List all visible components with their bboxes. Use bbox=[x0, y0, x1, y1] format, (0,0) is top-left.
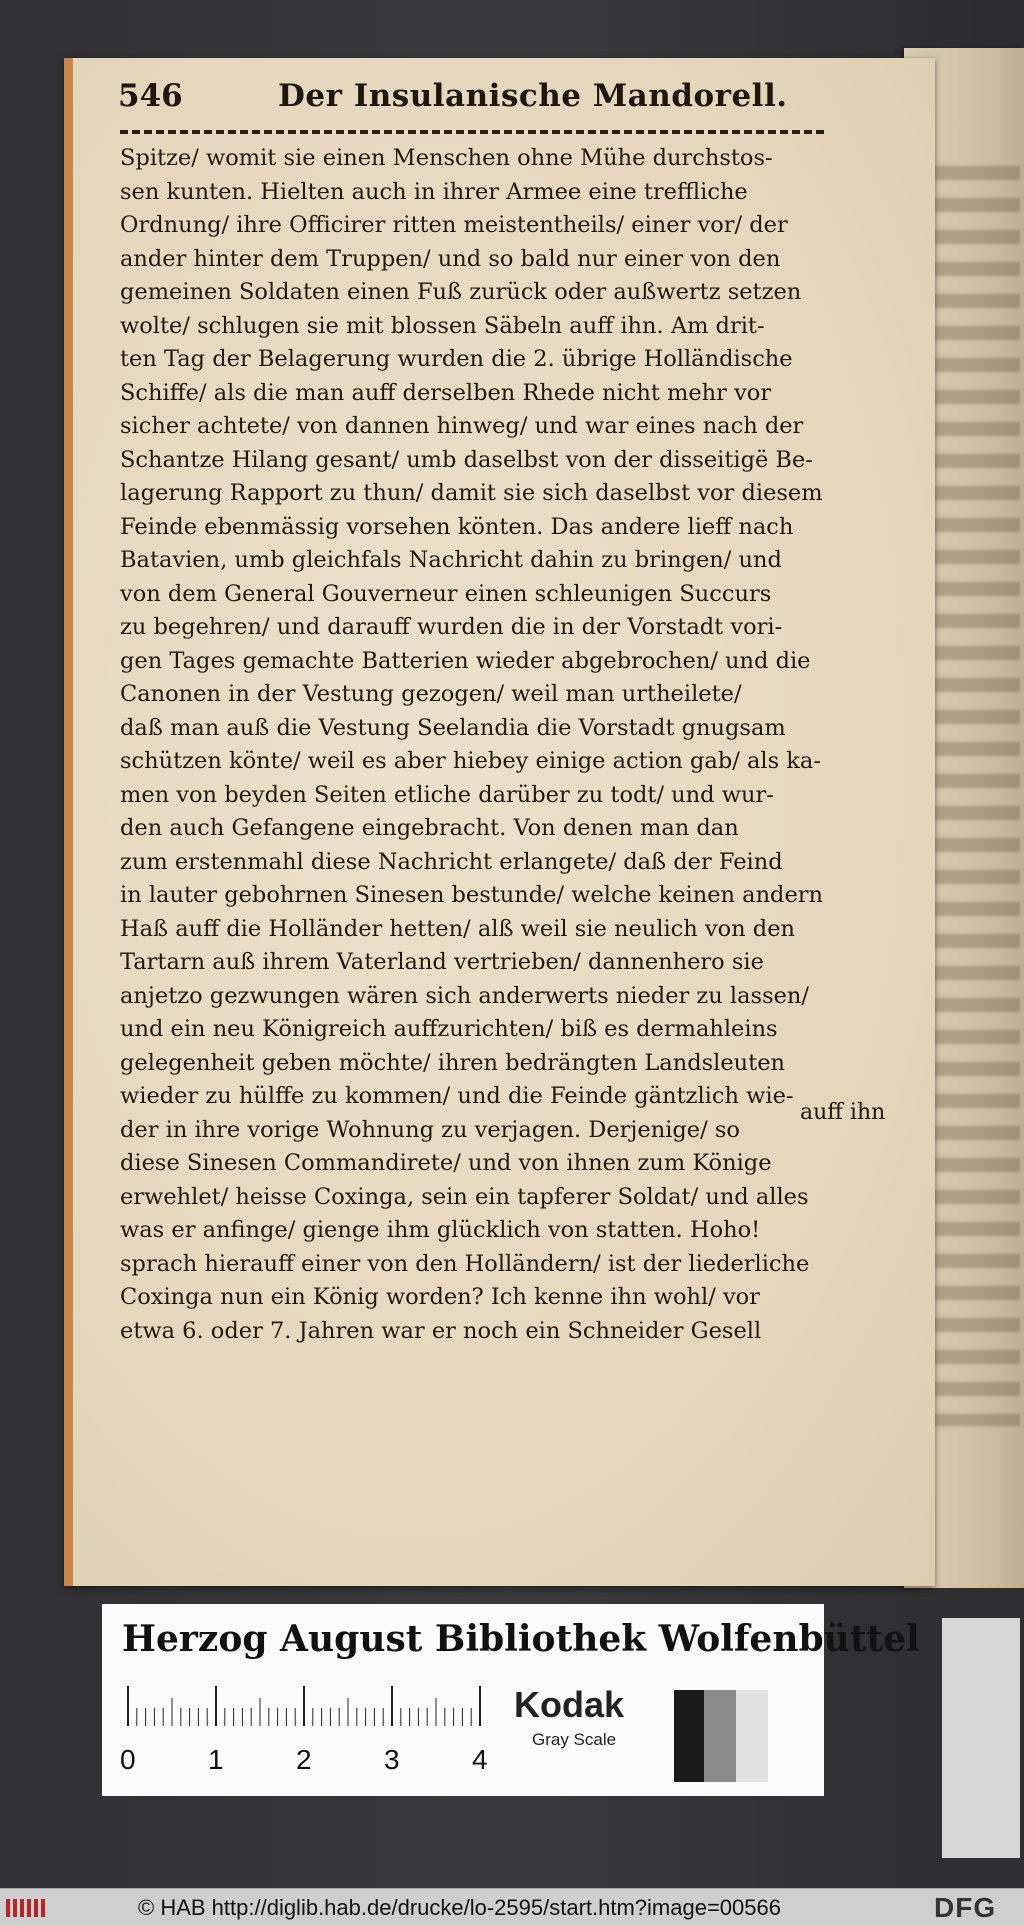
footer-bar bbox=[0, 1888, 1024, 1926]
text-line: Batavien, umb gleichfals Nachricht dahin zu bringen/ und bbox=[120, 547, 782, 573]
text-line: zum erstenmahl diese Nachricht erlangete/ daß der Feind bbox=[120, 848, 783, 875]
text-line: gemeinen Soldaten einen Fuß zurück oder außwertz setzen bbox=[120, 279, 802, 305]
text-line: ten Tag der Belagerung wurden die 2. übrige Holländische bbox=[120, 346, 793, 372]
text-line: Schiffe/ als die man auff derselben Rhede nicht mehr vor bbox=[120, 379, 772, 406]
catchword: auff ihn bbox=[800, 1100, 886, 1125]
text-line: und ein neu Königreich auffzurichten/ biß es dermahleins bbox=[120, 1016, 778, 1042]
gray-patches bbox=[674, 1690, 768, 1782]
text-line: daß man auß die Vestung Seelandia die Vorstadt gnugsam bbox=[120, 714, 786, 741]
running-head bbox=[118, 72, 818, 122]
library-name: Herzog August Bibliothek Wolfenbüttel bbox=[122, 1618, 920, 1660]
text-line: diese Sinesen Commandirete/ und von ihnen zum Könige bbox=[120, 1150, 772, 1176]
facing-page-lower-area bbox=[920, 1588, 1024, 1888]
text-line: erwehlet/ heisse Coxinga, sein ein tapferer Soldat/ und alles bbox=[120, 1183, 809, 1210]
text-line: wieder zu hülffe zu kommen/ und die Feinde gäntzlich wie- bbox=[120, 1083, 794, 1109]
text-line: sicher achtete/ von dannen hinweg/ und war eines nach der bbox=[120, 413, 804, 439]
text-line: men von beyden Seiten etliche darüber zu todt/ und wur- bbox=[120, 781, 774, 808]
text-line: gen Tages gemachte Batterien wieder abgebrochen/ und die bbox=[120, 647, 811, 674]
gray-scale-label: Gray Scale bbox=[532, 1730, 617, 1749]
gray-patch-light bbox=[736, 1690, 768, 1782]
text-line: Schantze Hilang gesant/ umb daselbst von der disseitigë Be- bbox=[120, 446, 813, 473]
citation-link[interactable]: © HAB http://diglib.hab.de/drucke/lo-2595/start.htm?image=00566 bbox=[138, 1895, 781, 1920]
body-text bbox=[120, 142, 840, 1348]
page-number: 546 bbox=[118, 78, 183, 114]
text-line: lagerung Rapport zu thun/ damit sie sich daselbst vor diesem bbox=[120, 480, 823, 506]
text-line: zu begehren/ und darauff wurden die in der Vorstadt vori- bbox=[120, 614, 783, 640]
text-line: Canonen in der Vestung gezogen/ weil man urtheilete/ bbox=[120, 681, 742, 707]
ruler-number: 4 bbox=[472, 1744, 488, 1775]
hab-logo-icon bbox=[6, 1897, 48, 1919]
text-line: von dem General Gouverneur einen schleunigen Succurs bbox=[120, 580, 772, 607]
ruler-number: 2 bbox=[296, 1744, 312, 1775]
dfg-logo: DFG bbox=[934, 1892, 997, 1923]
text-line: anjetzo gezwungen wären sich anderwerts nieder zu lassen/ bbox=[120, 982, 810, 1009]
ruler-number: 3 bbox=[384, 1744, 400, 1775]
text-line: sprach hierauff einer von den Holländern/ ist der liederliche bbox=[120, 1250, 810, 1277]
gray-patch-black bbox=[674, 1690, 704, 1782]
ruler-numbers bbox=[120, 1744, 500, 1780]
ruler-number: 1 bbox=[208, 1744, 224, 1775]
running-title: Der Insulanische Mandorell. bbox=[278, 78, 788, 114]
text-line: Spitze/ womit sie einen Menschen ohne Mühe durchstos- bbox=[120, 145, 773, 171]
text-line: ander hinter dem Truppen/ und so bald nur einer von den bbox=[120, 245, 781, 272]
text-line: sen kunten. Hielten auch in ihrer Armee eine treffliche bbox=[120, 178, 748, 205]
text-line: schützen könte/ weil es aber hiebey einige action gab/ als ka- bbox=[120, 748, 821, 774]
facing-scale-card bbox=[942, 1618, 1020, 1858]
kodak-brand: Kodak bbox=[514, 1684, 625, 1725]
text-line: Feinde ebenmässig vorsehen könten. Das andere lieff nach bbox=[120, 513, 794, 540]
ruler-number: 0 bbox=[120, 1744, 136, 1775]
text-line: Tartarn auß ihrem Vaterland vertrieben/ dannenhero sie bbox=[120, 949, 764, 975]
gray-patch-mid bbox=[704, 1690, 736, 1782]
text-line: gelegenheit geben möchte/ ihren bedrängten Landsleuten bbox=[120, 1049, 786, 1076]
text-line: etwa 6. oder 7. Jahren war er noch ein Schneider Gesell bbox=[120, 1317, 762, 1344]
text-line: wolte/ schlugen sie mit blossen Säbeln auff ihn. Am drit- bbox=[120, 312, 765, 339]
text-line: in lauter gebohrnen Sinesen bestunde/ welche keinen andern bbox=[120, 882, 824, 908]
color-scale-card bbox=[102, 1604, 920, 1796]
measuring-ruler bbox=[124, 1686, 484, 1726]
text-line: Coxinga nun ein König worden? Ich kenne ihn wohl/ vor bbox=[120, 1284, 760, 1310]
text-line: was er anfinge/ gienge ihm glücklich von statten. Hoho! bbox=[120, 1217, 761, 1243]
text-line: der in ihre vorige Wohnung zu verjagen. Derjenige/ so bbox=[120, 1116, 740, 1143]
text-line: Ordnung/ ihre Officirer ritten meistentheils/ einer vor/ der bbox=[120, 212, 788, 238]
text-line: Haß auff die Holländer hetten/ alß weil sie neulich von den bbox=[120, 915, 796, 942]
text-line: den auch Gefangene eingebracht. Von denen man dan bbox=[120, 815, 739, 841]
header-rule bbox=[120, 130, 824, 134]
